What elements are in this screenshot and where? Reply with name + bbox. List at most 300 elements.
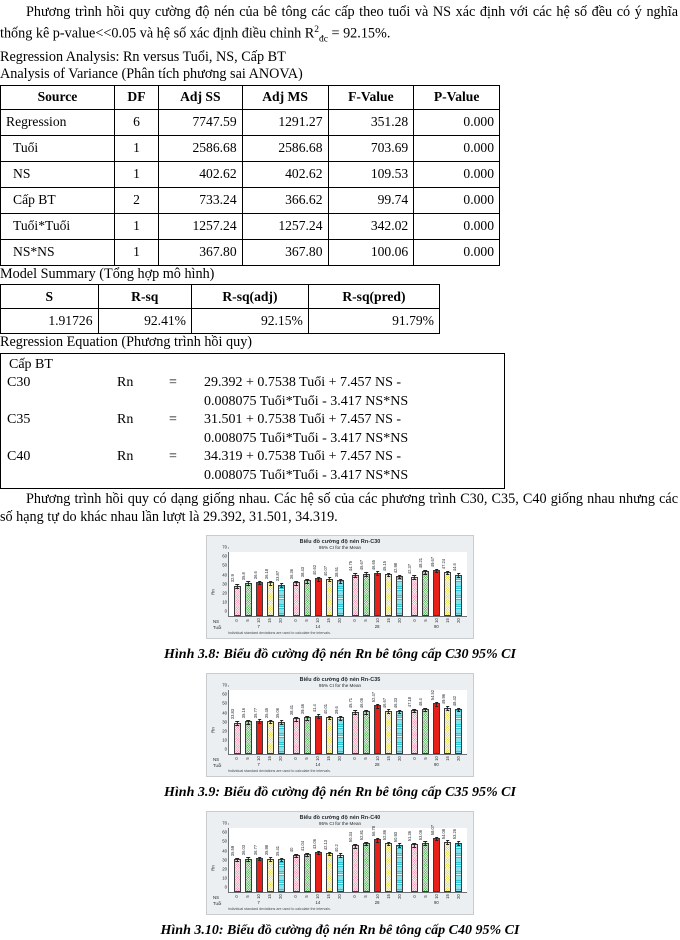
- chart-y-tick: 50: [222, 838, 227, 844]
- chart-y-tick: 20: [222, 728, 227, 734]
- anova-cell-source: Tuổi: [1, 135, 115, 161]
- chart-error-bar: [295, 854, 299, 859]
- chart-bar: [333, 567, 344, 616]
- chart-bar-value-label: 52.86: [381, 829, 387, 840]
- chart-bar: [429, 824, 440, 892]
- anova-cell-adjms: 1257.24: [242, 213, 328, 239]
- closing-paragraph: Phương trình hồi quy có dạng giống nhau. Các hệ số của các phương trình C30, C35, C40 giống nhau nhưng các số hạng tự do khác nhau lần lượt là 29.392, 31.501, 34.319.: [0, 491, 678, 525]
- chart-x-tick-group: [407, 755, 466, 762]
- chart-error-bar: [398, 575, 402, 580]
- chart-bar-value-label: 46.67: [381, 697, 387, 708]
- chart-bar-slot: [289, 690, 300, 754]
- equation-equals-sign: =: [169, 449, 177, 465]
- chart-bar-value-label: 48.4: [418, 698, 424, 707]
- chart-bar-slot: [311, 690, 322, 754]
- chart-bar: [451, 695, 462, 754]
- equation-expression-continued: 0.008075 Tuổi*Tuổi - 3.417 NS*NS: [204, 467, 409, 483]
- equation-equals-sign: =: [169, 412, 177, 428]
- chart-bar: [429, 690, 440, 754]
- chart-bar-slot: [451, 690, 462, 754]
- chart-bar-slot: [241, 828, 252, 892]
- chart-bar-slot: [322, 552, 333, 616]
- chart-x-tick: 5: [422, 757, 428, 760]
- chart-bar-slot: [322, 828, 333, 892]
- table-row: [1, 135, 500, 161]
- chart-bar-slot: [418, 552, 429, 616]
- chart-bar-value-label: 53.06: [418, 829, 424, 840]
- equation-response-label: Rn: [117, 412, 134, 428]
- chart-y-tick: 40: [222, 710, 227, 715]
- table-row: [1, 109, 500, 135]
- chart-error-bar: [354, 710, 358, 715]
- anova-col-adjss: Adj SS: [159, 85, 243, 109]
- chart-y-tick: 60: [222, 691, 227, 697]
- chart-error-bar: [280, 720, 284, 725]
- chart-bar: [381, 560, 392, 616]
- chart-bar-value-label: 36.18: [263, 569, 269, 580]
- chart-subtitle: 95% CI for the Mean: [318, 683, 362, 689]
- chart-y-tick: 30: [222, 581, 227, 587]
- equation-level-label: C30: [7, 375, 31, 391]
- chart-error-bar: [457, 708, 461, 713]
- chart-y-tick: 30: [222, 719, 227, 725]
- chart-bar: [274, 845, 285, 892]
- chart-bar: [381, 697, 392, 754]
- ms-col-s: S: [1, 285, 99, 309]
- chart-x-tick: 10: [315, 756, 321, 761]
- anova-cell-source: NS*NS: [1, 239, 115, 265]
- chart-bar-value-label: 35.41: [274, 845, 280, 857]
- chart-age-tick: 7: [257, 761, 260, 767]
- chart-x-tick: 20: [278, 756, 284, 761]
- chart-c30: [206, 535, 474, 639]
- chart-bar-value-label: 45.67: [359, 560, 365, 571]
- chart-y-tick: 10: [222, 875, 227, 881]
- chart-error-bar: [435, 569, 439, 574]
- chart-error-bar: [376, 704, 380, 709]
- chart-bar-slot: [263, 828, 274, 892]
- chart-bar: [300, 704, 311, 754]
- chart-bar-slot: [359, 828, 370, 892]
- chart-x-tick-group: [348, 755, 407, 762]
- chart-bar-group: [348, 690, 407, 754]
- chart-bar: [370, 559, 381, 616]
- figure-c35: [0, 673, 680, 802]
- chart-bar-value-label: 35.98: [263, 845, 269, 856]
- chart-x-tick: 0: [411, 895, 417, 898]
- chart-x-tick: 10: [256, 894, 262, 899]
- chart-x-tick: 20: [396, 618, 402, 623]
- chart-bar-value-label: 44.75: [348, 561, 354, 572]
- chart-age-tick: 90: [434, 623, 439, 629]
- chart-bar-slot: [440, 690, 451, 754]
- chart-bar-value-label: 48.21: [418, 558, 424, 569]
- chart-age-tick: 14: [315, 623, 321, 629]
- chart-error-bar: [269, 857, 273, 862]
- chart-x-tick: 5: [245, 757, 251, 760]
- chart-x-tick: 10: [433, 894, 439, 899]
- equation-expression-continued: 0.008075 Tuổi*Tuổi - 3.417 NS*NS: [204, 430, 409, 446]
- chart-error-bar: [258, 581, 262, 586]
- chart-bar-slot: [407, 690, 418, 754]
- chart-bar-value-label: 44.6: [451, 563, 457, 572]
- chart-error-bar: [457, 841, 461, 846]
- chart-bar-slot: [359, 690, 370, 754]
- chart-bar: [440, 828, 451, 892]
- chart-x-tick-row: [228, 755, 467, 762]
- anova-cell-pvalue: 0.000: [414, 213, 500, 239]
- chart-error-bar: [446, 571, 450, 576]
- chart-x-tick: 10: [315, 618, 321, 623]
- chart-bar-slot: [241, 690, 252, 754]
- anova-cell-source: Tuổi*Tuổi: [1, 213, 115, 239]
- chart-bar-value-label: 47.24: [440, 558, 446, 570]
- chart-bar-value-label: 56.78: [370, 826, 376, 837]
- model-summary-header-row: [1, 285, 440, 309]
- chart-bar: [440, 694, 451, 754]
- chart-bar: [322, 565, 333, 616]
- chart-bar-slot: [230, 690, 241, 754]
- chart-bar-slot: [407, 552, 418, 616]
- chart-bar-slot: [370, 552, 381, 616]
- chart-bar-slot: [348, 828, 359, 892]
- chart-error-bar: [365, 572, 369, 577]
- chart-bar-slot: [429, 690, 440, 754]
- chart-error-bar: [236, 584, 240, 589]
- chart-y-tick: 0: [224, 746, 227, 752]
- chart-ns-axis-label: NS: [213, 618, 220, 624]
- chart-bar-value-label: 43.06: [311, 838, 317, 850]
- chart-bar-slot: [381, 690, 392, 754]
- chart-x-tick-group: [407, 893, 466, 900]
- chart-bar-slot: [348, 690, 359, 754]
- chart-error-bar: [339, 579, 343, 584]
- chart-x-tick: 5: [245, 619, 251, 622]
- chart-x-tick: 10: [256, 618, 262, 623]
- chart-x-tick: 5: [422, 619, 428, 622]
- chart-bar-value-label: 36.03: [241, 845, 247, 856]
- anova-cell-df: 1: [114, 239, 158, 265]
- equation-row: [7, 374, 500, 393]
- chart-bar: [333, 706, 344, 754]
- chart-bar-slot: [333, 828, 344, 892]
- chart-error-bar: [236, 858, 240, 863]
- chart-y-tick: 30: [222, 857, 227, 863]
- anova-cell-adjms: 367.80: [242, 239, 328, 265]
- chart-bar-value-label: 40: [289, 847, 295, 852]
- chart-x-tick: 15: [444, 894, 450, 899]
- chart-bar: [359, 560, 370, 616]
- chart-x-tick: 0: [233, 757, 239, 760]
- chart-error-bar: [280, 858, 284, 863]
- chart-footnote: Individual standard deviations are used to calculate the intervals.: [228, 769, 331, 774]
- chart-bar-group: [289, 690, 348, 754]
- equation-level-label: C35: [7, 412, 31, 428]
- anova-cell-df: 1: [114, 135, 158, 161]
- chart-x-axis: [213, 755, 467, 769]
- chart-bar-slot: [451, 552, 462, 616]
- model-summary-row: [1, 309, 440, 334]
- equation-level-label: C40: [7, 449, 31, 465]
- chart-x-tick: 0: [293, 895, 299, 898]
- anova-cell-fvalue: 342.02: [328, 213, 414, 239]
- caption-fig-3-10: Hình 3.10: Biểu đồ cường độ nén Rn bê tông cấp C40 95% CI: [160, 923, 520, 939]
- chart-error-bar: [376, 838, 380, 843]
- chart-bar-value-label: 35.16: [241, 708, 247, 719]
- chart-x-tick: 5: [363, 619, 369, 622]
- chart-bar-value-label: 38.43: [300, 567, 306, 578]
- chart-bar-slot: [311, 552, 322, 616]
- chart-x-tick: 15: [326, 756, 332, 761]
- anova-cell-adjss: 402.62: [159, 161, 243, 187]
- chart-bar-value-label: 50.93: [392, 831, 398, 842]
- chart-error-bar: [317, 577, 321, 582]
- table-row: [1, 187, 500, 213]
- chart-error-bar: [339, 716, 343, 721]
- chart-bar-groups: [229, 690, 467, 754]
- chart-error-bar: [247, 857, 251, 862]
- chart-bar: [230, 845, 241, 892]
- chart-bar-value-label: 49.96: [440, 694, 446, 705]
- anova-cell-pvalue: 0.000: [414, 109, 500, 135]
- chart-error-bar: [398, 843, 402, 848]
- chart-x-tick: 20: [455, 618, 461, 623]
- chart-x-tick: 0: [352, 619, 358, 622]
- anova-cell-adjss: 7747.59: [159, 109, 243, 135]
- chart-x-tick: 0: [293, 619, 299, 622]
- chart-y-tick: 70: [222, 682, 227, 688]
- chart-y-tick: 10: [222, 737, 227, 743]
- chart-age-tick: 90: [434, 899, 439, 905]
- chart-bar-groups: [229, 552, 467, 616]
- chart-x-tick: 10: [433, 756, 439, 761]
- chart-bar-slot: [440, 828, 451, 892]
- chart-x-axis: [213, 617, 467, 631]
- chart-error-bar: [247, 581, 251, 586]
- chart-bar-slot: [300, 828, 311, 892]
- chart-bar-group: [230, 690, 289, 754]
- chart-bar-slot: [407, 828, 418, 892]
- chart-c40: [206, 811, 474, 915]
- chart-x-tick: 10: [374, 756, 380, 761]
- r-squared-exponent: 2: [314, 24, 320, 35]
- chart-ns-axis-label: NS: [213, 756, 220, 762]
- chart-bar-value-label: 54.08: [440, 828, 446, 839]
- chart-x-tick-group: [407, 617, 466, 624]
- chart-bar: [300, 567, 311, 616]
- anova-cell-source: NS: [1, 161, 115, 187]
- chart-bar-slot: [322, 690, 333, 754]
- ms-val-rsq: 92.41%: [98, 309, 192, 334]
- chart-bar: [263, 845, 274, 892]
- chart-y-tick: 40: [222, 572, 227, 577]
- chart-bar-value-label: 35.45: [263, 707, 269, 719]
- chart-age-axis-label: Tuổi: [213, 763, 222, 769]
- chart-x-tick-group: [229, 617, 288, 624]
- anova-cell-adjss: 2586.68: [159, 135, 243, 161]
- chart-bar-value-label: 39.6: [333, 706, 339, 715]
- regression-analysis-heading: Regression Analysis: Rn versus Tuổi, NS, Cấp BT: [0, 48, 286, 65]
- chart-x-tick: 15: [444, 756, 450, 761]
- equation-response-label: Rn: [117, 449, 134, 465]
- anova-cell-adjss: 1257.24: [159, 213, 243, 239]
- chart-x-tick-group: [348, 617, 407, 624]
- chart-bar-group: [289, 828, 348, 892]
- chart-y-axis-label: Rn: [210, 588, 216, 595]
- chart-bar: [407, 697, 418, 754]
- anova-col-pvalue: P-Value: [414, 85, 500, 109]
- chart-error-bar: [339, 853, 343, 858]
- chart-x-tick: 5: [363, 757, 369, 760]
- anova-cell-df: 6: [114, 109, 158, 135]
- chart-error-bar: [317, 851, 321, 856]
- chart-bar: [381, 829, 392, 892]
- anova-cell-fvalue: 703.69: [328, 135, 414, 161]
- chart-ns-axis-label: NS: [213, 894, 220, 900]
- chart-error-bar: [435, 702, 439, 707]
- chart-error-bar: [354, 844, 358, 849]
- chart-bar: [359, 698, 370, 754]
- chart-error-bar: [269, 720, 273, 725]
- chart-bar: [348, 832, 359, 892]
- chart-error-bar: [269, 581, 273, 586]
- anova-col-df: DF: [114, 85, 158, 109]
- chart-age-tick: 28: [374, 623, 380, 629]
- chart-x-tick: 15: [385, 756, 391, 761]
- chart-c35: [206, 673, 474, 777]
- chart-x-tick: 20: [337, 894, 343, 899]
- chart-error-bar: [376, 571, 380, 576]
- chart-bar-slot: [370, 690, 381, 754]
- chart-error-bar: [328, 852, 332, 857]
- chart-x-tick: 0: [233, 895, 239, 898]
- ms-col-rsq: R-sq: [98, 285, 192, 309]
- chart-error-bar: [306, 579, 310, 584]
- chart-age-tick: 14: [315, 899, 321, 905]
- chart-error-bar: [354, 573, 358, 578]
- ms-col-rsqpred: R-sq(pred): [308, 285, 439, 309]
- chart-bar-slot: [300, 552, 311, 616]
- chart-bar-value-label: 36.6: [252, 571, 258, 580]
- chart-error-bar: [295, 717, 299, 722]
- chart-x-tick: 15: [444, 618, 450, 623]
- chart-subtitle: 95% CI for the Mean: [318, 545, 362, 551]
- chart-bar-value-label: 49.67: [429, 556, 435, 567]
- chart-bar-value-label: 40.07: [322, 565, 328, 576]
- chart-x-tick: 20: [455, 894, 461, 899]
- chart-x-tick: 20: [396, 756, 402, 761]
- chart-error-bar: [258, 719, 262, 724]
- chart-bar: [407, 563, 418, 616]
- equation-row: [7, 411, 500, 430]
- chart-title: Biểu đồ cường độ nén Rn-C35: [299, 677, 381, 684]
- chart-x-tick: 0: [293, 757, 299, 760]
- chart-x-tick-row: [228, 893, 467, 900]
- chart-bar-slot: [370, 826, 381, 892]
- chart-error-bar: [236, 721, 240, 726]
- chart-error-bar: [247, 720, 251, 725]
- chart-bar: [252, 844, 263, 892]
- chart-bar: [418, 558, 429, 616]
- chart-bar-slot: [429, 552, 440, 616]
- chart-error-bar: [413, 709, 417, 714]
- chart-bar-value-label: 40.62: [311, 565, 317, 576]
- chart-error-bar: [365, 710, 369, 715]
- anova-cell-pvalue: 0.000: [414, 187, 500, 213]
- chart-y-tick: 70: [222, 820, 227, 826]
- chart-bar-value-label: 52.47: [370, 692, 376, 703]
- chart-x-tick: 0: [411, 757, 417, 760]
- figure-c40: [0, 811, 680, 940]
- chart-x-tick: 10: [433, 618, 439, 623]
- anova-cell-pvalue: 0.000: [414, 239, 500, 265]
- chart-error-bar: [317, 714, 321, 719]
- regression-equation-box: [0, 353, 505, 490]
- chart-age-tick: 90: [434, 761, 439, 767]
- chart-age-tick: 28: [374, 899, 380, 905]
- chart-x-tick: 20: [337, 618, 343, 623]
- chart-x-tick-group: [288, 893, 347, 900]
- ms-val-rsqpred: 91.79%: [308, 309, 439, 334]
- chart-bar: [289, 847, 300, 892]
- chart-bar: [300, 840, 311, 892]
- table-row: [1, 213, 500, 239]
- chart-x-tick: 15: [385, 618, 391, 623]
- chart-bar: [370, 826, 381, 892]
- chart-age-tick: 14: [315, 761, 321, 767]
- anova-col-fvalue: F-Value: [328, 85, 414, 109]
- chart-x-tick-row: [228, 617, 467, 624]
- r-squared-subscript: đc: [319, 34, 328, 45]
- ms-val-rsqadj: 92.15%: [192, 309, 309, 334]
- chart-x-tick-group: [229, 755, 288, 762]
- chart-bar-value-label: 48.42: [451, 695, 457, 707]
- chart-x-tick: 5: [304, 757, 310, 760]
- chart-bar: [392, 562, 403, 616]
- equation-response-label: Rn: [117, 375, 134, 391]
- chart-footnote: Individual standard deviations are used to calculate the intervals.: [228, 907, 331, 912]
- chart-bar-value-label: 46.65: [370, 559, 376, 570]
- chart-bar: [440, 558, 451, 616]
- chart-error-bar: [424, 708, 428, 713]
- chart-bar-slot: [230, 552, 241, 616]
- anova-col-adjms: Adj MS: [242, 85, 328, 109]
- chart-age-tick-row: [228, 900, 467, 905]
- chart-bar-group: [348, 552, 407, 616]
- chart-bar-slot: [289, 552, 300, 616]
- caption-fig-3-8: Hình 3.8: Biểu đồ cường độ nén Rn bê tông cấp C30 95% CI: [164, 647, 516, 663]
- regression-equation-heading: Regression Equation (Phương trình hồi quy): [0, 334, 253, 351]
- chart-bar-value-label: 36.36: [289, 569, 295, 580]
- chart-y-tick: 0: [224, 884, 227, 890]
- chart-bar-slot: [381, 552, 392, 616]
- chart-x-tick: 20: [337, 756, 343, 761]
- chart-bar-slot: [241, 552, 252, 616]
- chart-bar-slot: [300, 690, 311, 754]
- equation-expression: 29.392 + 0.7538 Tuổi + 7.457 NS -: [204, 375, 402, 391]
- document-page: [0, 4, 680, 939]
- chart-bar: [392, 697, 403, 754]
- intro-paragraph: [0, 4, 680, 49]
- chart-age-axis-label: Tuổi: [213, 901, 222, 907]
- chart-bar-value-label: 38.51: [333, 567, 339, 578]
- chart-subtitle: 95% CI for the Mean: [318, 821, 362, 827]
- anova-cell-source: Regression: [1, 109, 115, 135]
- chart-bar: [348, 698, 359, 754]
- figure-c30: [0, 535, 680, 664]
- chart-bar-group: [407, 552, 466, 616]
- chart-bar-slot: [311, 828, 322, 892]
